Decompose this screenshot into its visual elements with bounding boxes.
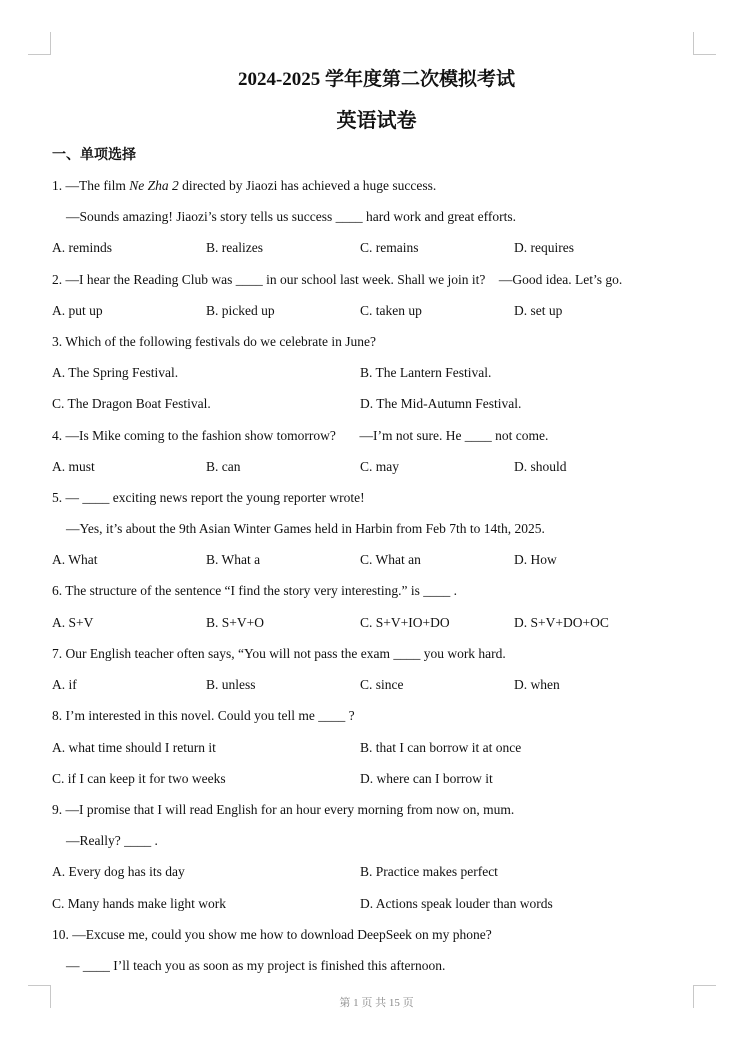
question-10: 10. —Excuse me, could you show me how to download DeepSeek on my phone?: [52, 927, 492, 942]
question-5-reply: —Yes, it’s about the 9th Asian Winter Games held in Harbin from Feb 7th to 14th, 2025.: [66, 521, 545, 536]
q8-option-b: B. that I can borrow it at once: [360, 740, 522, 755]
question-10-reply: — ____ I’ll teach you as soon as my project is finished this afternoon.: [66, 958, 446, 973]
q3-option-b: B. The Lantern Festival.: [360, 365, 492, 380]
q7-option-b: B. unless: [206, 677, 256, 692]
question-6: 6. The structure of the sentence “I find the story very interesting.” is ____ .: [52, 583, 458, 598]
q6-option-a: A. S+V: [52, 615, 94, 630]
q8-option-a: A. what time should I return it: [52, 740, 216, 755]
q3-option-d: D. The Mid-Autumn Festival.: [360, 396, 522, 411]
q4-option-c: C. may: [360, 459, 399, 474]
q7-option-a: A. if: [52, 677, 77, 692]
q2-option-c: C. taken up: [360, 303, 422, 318]
q1-option-b: B. realizes: [206, 240, 263, 255]
page-footer: 第 1 页 共 15 页: [339, 997, 414, 1009]
q6-option-d: D. S+V+DO+OC: [514, 615, 609, 630]
question-4: 4. —Is Mike coming to the fashion show tomorrow? —I’m not sure. He ____ not come.: [52, 428, 549, 443]
q9-option-b: B. Practice makes perfect: [360, 864, 498, 879]
q6-option-b: B. S+V+O: [206, 615, 264, 630]
q1-option-c: C. remains: [360, 240, 419, 255]
question-1: 1. —The film Ne Zha 2 directed by Jiaozi has achieved a huge success.: [52, 178, 437, 193]
exam-subtitle: 英语试卷: [336, 110, 417, 132]
q7-option-d: D. when: [514, 677, 560, 692]
q2-option-d: D. set up: [514, 303, 563, 318]
q3-option-a: A. The Spring Festival.: [52, 365, 179, 380]
q8-option-c: C. if I can keep it for two weeks: [52, 771, 226, 786]
question-8: 8. I’m interested in this novel. Could you tell me ____ ?: [52, 708, 355, 723]
q7-option-c: C. since: [360, 677, 404, 692]
q5-option-a: A. What: [52, 552, 98, 567]
q8-option-d: D. where can I borrow it: [360, 771, 493, 786]
question-9-reply: —Really? ____ .: [66, 833, 158, 848]
corner-mark-top-left: [28, 32, 51, 55]
section-heading: 一、单项选择: [52, 148, 136, 163]
q1-option-a: A. reminds: [52, 240, 112, 255]
question-3: 3. Which of the following festivals do we celebrate in June?: [52, 334, 377, 349]
question-2: 2. —I hear the Reading Club was ____ in our school last week. Shall we join it? —Good idea. Let’s go.: [52, 272, 623, 287]
q3-option-c: C. The Dragon Boat Festival.: [52, 396, 211, 411]
q9-option-c: C. Many hands make light work: [52, 896, 226, 911]
q5-option-d: D. How: [514, 552, 557, 567]
q1-option-d: D. requires: [514, 240, 574, 255]
q4-option-b: B. can: [206, 459, 241, 474]
exam-title: 2024-2025 学年度第二次模拟考试: [237, 69, 516, 90]
q5-option-c: C. What an: [360, 552, 421, 567]
q6-option-c: C. S+V+IO+DO: [360, 615, 450, 630]
q2-option-a: A. put up: [52, 303, 103, 318]
q2-option-b: B. picked up: [206, 303, 275, 318]
corner-mark-top-right: [693, 32, 716, 55]
q4-option-a: A. must: [52, 459, 95, 474]
question-9: 9. —I promise that I will read English for an hour every morning from now on, mum.: [52, 802, 515, 817]
question-7: 7. Our English teacher often says, “You will not pass the exam ____ you work hard.: [52, 646, 506, 661]
q9-option-a: A. Every dog has its day: [52, 864, 185, 879]
q5-option-b: B. What a: [206, 552, 261, 567]
q4-option-d: D. should: [514, 459, 567, 474]
question-1-reply: —Sounds amazing! Jiaozi’s story tells us success ____ hard work and great efforts.: [66, 209, 517, 224]
question-5: 5. — ____ exciting news report the young reporter wrote!: [52, 490, 365, 505]
film-title: Ne Zha 2: [129, 178, 179, 193]
q9-option-d: D. Actions speak louder than words: [360, 896, 553, 911]
